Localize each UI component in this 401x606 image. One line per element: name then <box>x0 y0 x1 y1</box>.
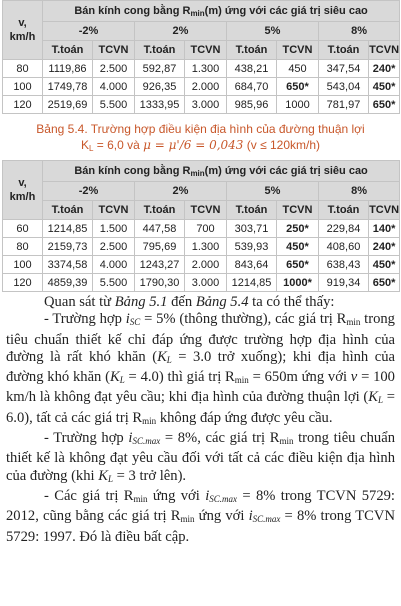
group-header: 5% <box>227 182 319 201</box>
group-header: 8% <box>319 182 400 201</box>
table-row: 100 1749,78 4.000 926,35 2.000 684,70 650* 543,04 450* <box>3 78 400 96</box>
group-header: 8% <box>319 22 400 41</box>
group-header: -2% <box>43 182 135 201</box>
sub-header: TCVN <box>369 41 400 60</box>
table-5-3 <box>2 0 400 114</box>
body-text <box>0 294 401 546</box>
sub-header: TCVN <box>93 41 135 60</box>
group-header: 2% <box>135 22 227 41</box>
sub-header: T.toán <box>135 201 185 220</box>
sub-header: T.toán <box>227 41 277 60</box>
table-row: 80 2159,73 2.500 795,69 1.300 539,93 450* 408,60 240* <box>3 238 400 256</box>
table-row: 120 4859,39 5.500 1790,30 3.000 1214,85 1000* 919,34 650* <box>3 274 400 292</box>
group-header: 2% <box>135 182 227 201</box>
sub-header: T.toán <box>227 201 277 220</box>
sub-header: T.toán <box>43 201 93 220</box>
group-header: 5% <box>227 22 319 41</box>
table-row: 100 3374,58 4.000 1243,27 2.000 843,64 650* 638,43 450* <box>3 256 400 274</box>
table-5-4 <box>2 160 400 292</box>
table-row: 60 1214,85 1.500 447,58 700 303,71 250* 229,84 140* <box>3 220 400 238</box>
sub-header: TCVN <box>369 201 400 220</box>
caption-line-1: Bảng 5.4. Trường hợp điều kiện địa hình của đường thuận lợi <box>36 122 365 136</box>
sub-header: T.toán <box>319 201 369 220</box>
v-header: v, km/h <box>3 1 43 60</box>
sub-header: T.toán <box>319 41 369 60</box>
table-caption <box>0 121 401 157</box>
sub-header: TCVN <box>277 41 319 60</box>
sub-header: T.toán <box>135 41 185 60</box>
table-row: 80 1119,86 2.500 592,87 1.300 438,21 450 347,54 240* <box>3 60 400 78</box>
sub-header: TCVN <box>185 41 227 60</box>
paragraph-2: - Trường hợp iSC.max = 8%, các giá trị Rmin trong tiêu chuẩn thiết kế là không đạt yêu cầu đối với tất cả các điều kiện địa hình của đường (khi KL = 3 trở lên). <box>6 430 395 484</box>
sub-header: T.toán <box>43 41 93 60</box>
table-row: 120 2519,69 5.500 1333,95 3.000 985,96 1000 781,97 650* <box>3 96 400 114</box>
sub-header: TCVN <box>185 201 227 220</box>
v-header: v, km/h <box>3 161 43 220</box>
paragraph-1: - Trường hợp iSC = 5% (thông thường), các giá trị Rmin trong tiêu chuẩn thiết kế chỉ đáp ứng được trường hợp địa hình của đường là rất khó khăn (KL = 3.0 trở xuống); khi địa hình của đường khó khăn (KL = 4.0) thì giá trị Rmin = 650m ứng với v = 100 km/h là không đạt yêu cầu; khi địa hình của đường thuận lợi (KL = 6.0), tất cả các giá trị Rmin không đáp ứng được yêu cầu. <box>6 311 395 426</box>
caption-line-2: $K_L = 6,0$ và μ = μ'/6 = 0,043 (v ≤ 120km/h) <box>80 138 321 153</box>
table-main-header: Bán kính cong bằng $R_{min}(m)$ ứng với các giá trị siêu cao <box>43 1 400 22</box>
intro-paragraph: Quan sát từ Bảng 5.1 đến Bảng 5.4 ta có thể thấy: <box>44 294 335 310</box>
sub-header: TCVN <box>277 201 319 220</box>
group-header: -2% <box>43 22 135 41</box>
sub-header: TCVN <box>93 201 135 220</box>
table-main-header: Bán kính cong bằng $R_{min}(m)$ ứng với các giá trị siêu cao <box>43 161 400 182</box>
paragraph-3: - Các giá trị Rmin ứng với iSC.max = 8% trong TCVN 5729: 2012, cũng bằng các giá trị Rmin ứng với iSC.max = 8% trong TCVN 5729: 1997. Đó là điều bất cập. <box>6 487 395 545</box>
